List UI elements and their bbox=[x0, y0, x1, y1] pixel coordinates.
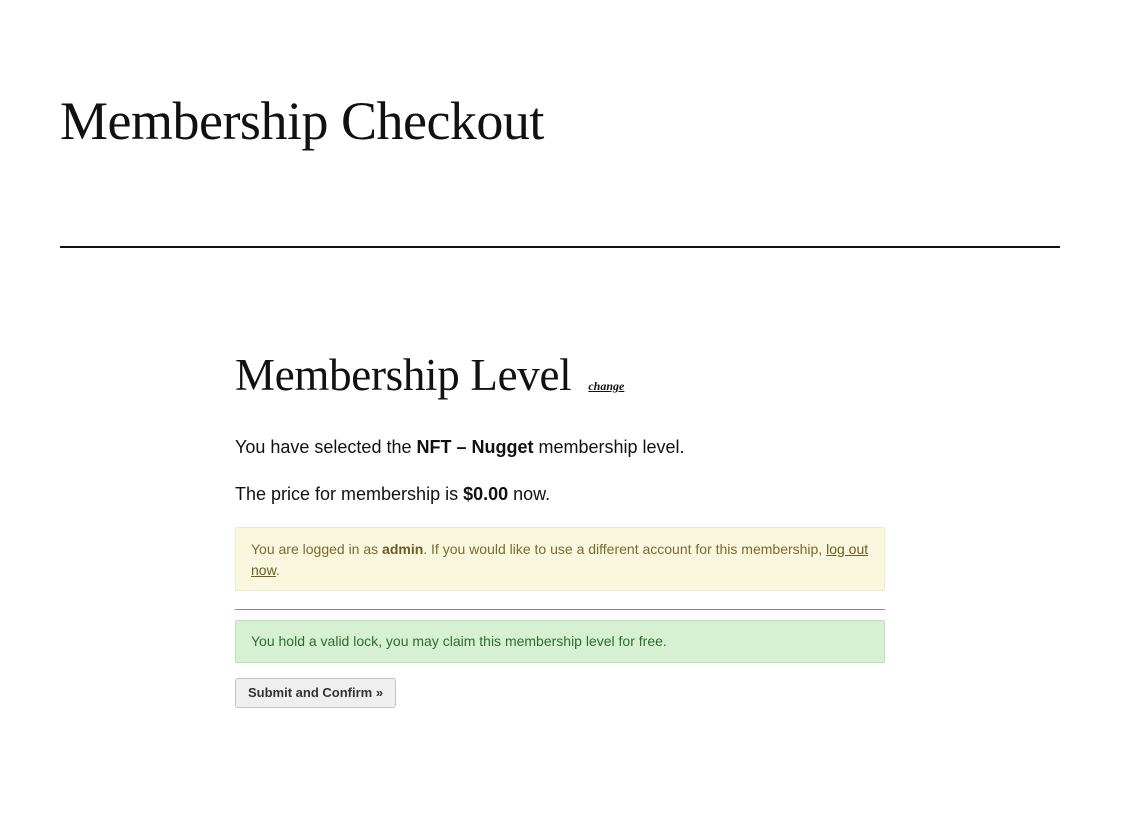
logout-link[interactable]: log out now bbox=[251, 541, 869, 578]
selected-level-text bbox=[235, 435, 885, 459]
selected-level-prefix: You have selected the bbox=[235, 437, 417, 457]
price-value: $0.00 bbox=[463, 484, 509, 504]
logged-in-notice bbox=[235, 527, 885, 591]
section-divider bbox=[235, 609, 885, 610]
logged-in-username: admin bbox=[382, 541, 424, 557]
price-prefix: The price for membership is bbox=[235, 484, 464, 504]
logged-in-suffix: . bbox=[275, 562, 280, 578]
submit-and-confirm-button[interactable]: Submit and Confirm » bbox=[235, 678, 396, 708]
page-title: Membership Checkout bbox=[60, 91, 544, 151]
change-level-link[interactable]: change bbox=[588, 379, 625, 393]
valid-lock-notice: You hold a valid lock, you may claim this membership level for free. bbox=[235, 620, 885, 663]
logged-in-prefix: You are logged in as bbox=[251, 541, 383, 557]
membership-level-heading bbox=[235, 348, 885, 402]
logged-in-message: . If you would like to use a different account for this membership, bbox=[423, 541, 827, 557]
selected-level-suffix: membership level. bbox=[533, 437, 685, 457]
checkout-form bbox=[235, 348, 885, 708]
selected-level-name: NFT – Nugget bbox=[416, 437, 534, 457]
price-suffix: now. bbox=[508, 484, 551, 504]
header-divider bbox=[60, 246, 1060, 248]
membership-level-title: Membership Level bbox=[235, 350, 572, 400]
price-text bbox=[235, 482, 885, 506]
